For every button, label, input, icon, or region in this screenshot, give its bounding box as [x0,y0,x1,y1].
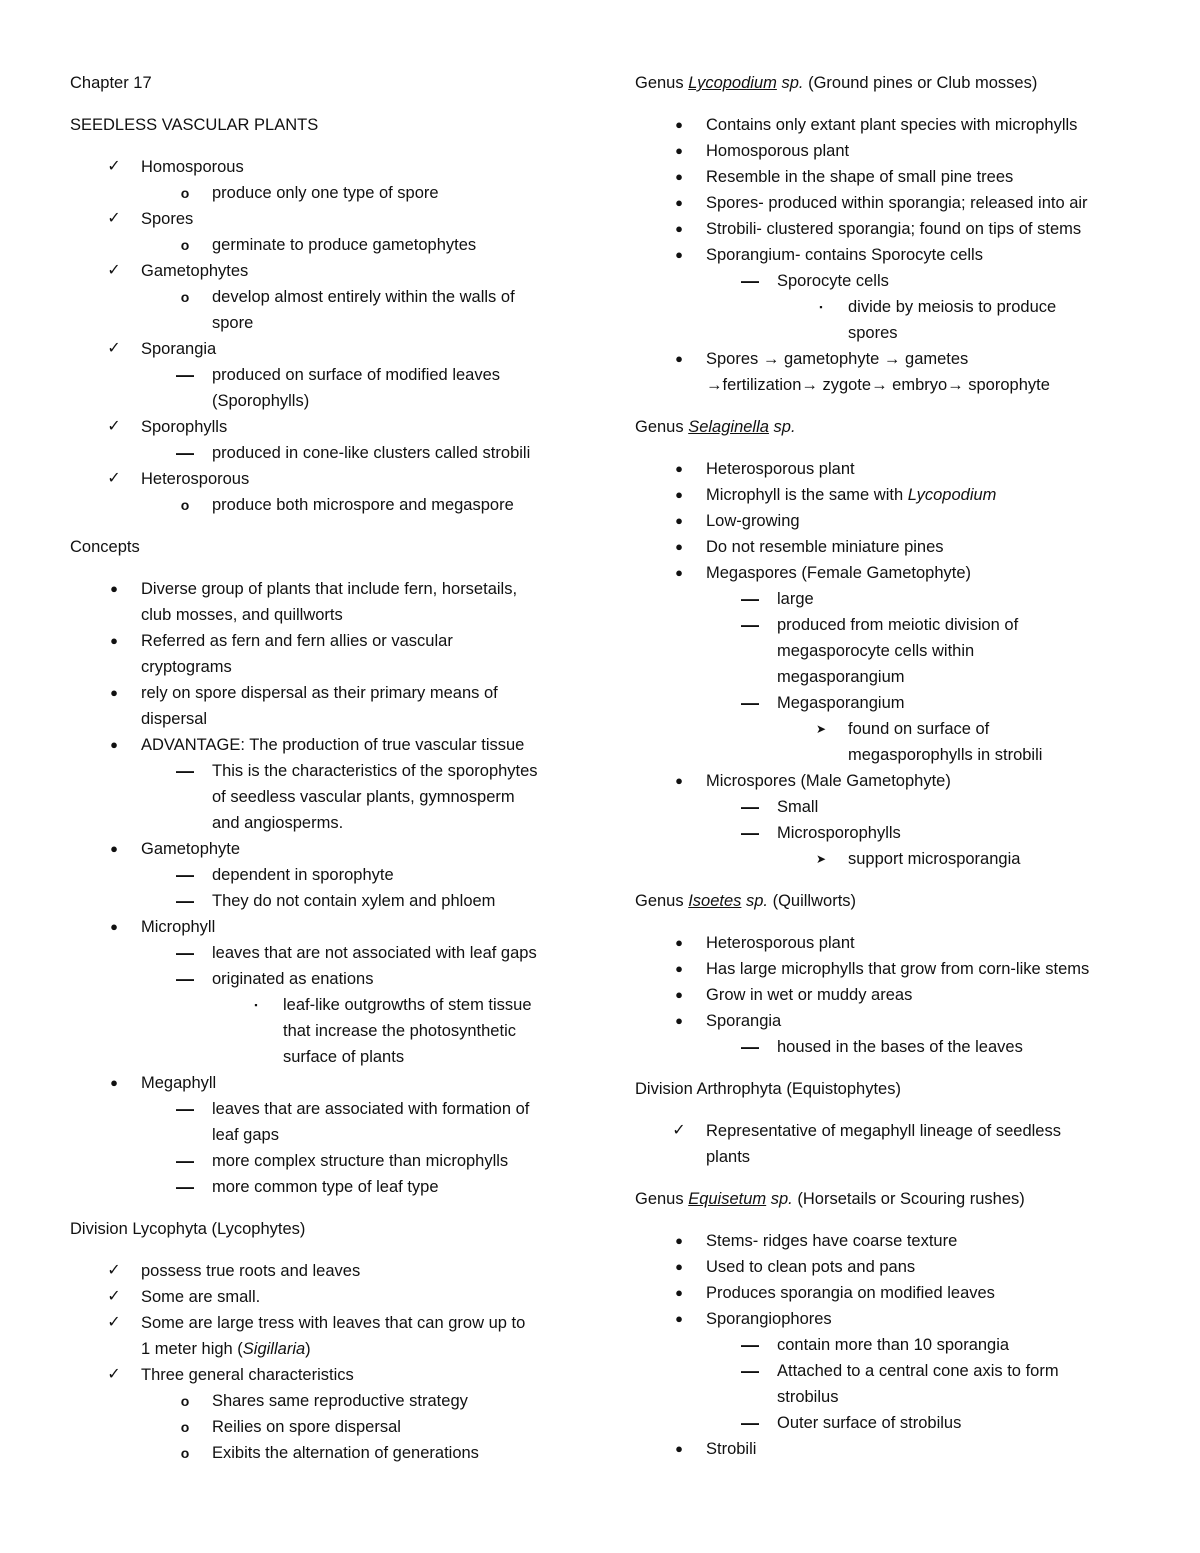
text-segment: Three general characteristics [141,1366,354,1384]
bullet-icon: ● [675,117,683,132]
text-segment: sp. [776,74,804,92]
bullet-icon: ● [110,1075,118,1090]
text-segment: Strobili- clustered sporangia; found on tips of stems [706,220,1082,238]
bullet-icon: ● [675,169,683,184]
dash-bullet-icon: — [176,443,194,463]
text-segment: (Ground pines or Club mosses) [803,74,1038,92]
bullet-icon: ● [675,1441,683,1456]
text-segment: spores [848,324,898,342]
list-item [635,164,1175,190]
text-segment: cryptograms [141,658,232,676]
text-segment: Used to clean pots and pans [706,1258,916,1276]
circle-bullet-icon: o [180,1419,190,1435]
text-segment: (Quillworts) [768,892,857,910]
text-segment: germinate to produce gametophytes [212,236,477,254]
text-segment: dependent in sporophyte [212,866,394,884]
heading-line [635,70,1175,96]
heading-line [635,1076,1175,1102]
text-segment: Genus [635,418,689,436]
bullet-icon: ● [110,633,118,648]
text-segment: Some are large tress with leaves that can grow up to [141,1314,526,1332]
square-bullet-icon: ▪ [254,1000,258,1010]
dash-bullet-icon: — [741,589,759,609]
bullet-icon: ● [675,961,683,976]
bullet-icon: ● [675,1311,683,1326]
list-item [635,372,1175,398]
list-item [70,1044,570,1070]
list-item [70,362,570,388]
text-segment: megasporangium [777,668,905,686]
list-item [635,1254,1175,1280]
bullet-icon: ● [675,351,683,366]
text-segment: Shares same reproductive strategy [212,1392,468,1410]
text-segment: plants [706,1148,751,1166]
list-item [70,654,570,680]
list-item [635,820,1175,846]
text-segment: Genus [635,892,689,910]
list-item [70,1122,570,1148]
text-segment: found on surface of [848,720,990,738]
bullet-icon: ● [675,247,683,262]
text-segment: →fertilization→ zygote→ embryo→ sporophyte [706,376,1050,394]
text-segment: sp. [741,892,769,910]
list-item [635,982,1175,1008]
text-segment: and angiosperms. [212,814,344,832]
text-segment: Megaspores (Female Gametophyte) [706,564,972,582]
bullet-icon: ● [675,935,683,950]
checkmark-icon: ✓ [107,1314,121,1331]
list-item [635,586,1175,612]
text-segment: originated as enations [212,970,374,988]
heading-line [70,534,570,560]
circle-bullet-icon: o [180,1445,190,1461]
text-segment: Division Arthrophyta (Equistophytes) [635,1080,901,1098]
list-item [635,216,1175,242]
dash-bullet-icon: — [176,865,194,885]
list-item [635,1332,1175,1358]
list-item [635,190,1175,216]
text-segment: SEEDLESS VASCULAR PLANTS [70,116,319,134]
list-item [635,664,1175,690]
list-item [70,154,570,180]
text-segment: Low-growing [706,512,800,530]
list-item [635,716,1175,742]
list-item [70,758,570,784]
bullet-icon: ● [675,513,683,528]
text-segment: spore [212,314,254,332]
left-column [70,70,570,1466]
text-segment: megasporocyte cells within [777,642,975,660]
text-segment: divide by meiosis to produce [848,298,1057,316]
text-segment: They do not contain xylem and phloem [212,892,496,910]
list-item [635,456,1175,482]
list-item [70,1388,570,1414]
checkmark-icon: ✓ [107,1288,121,1305]
dash-bullet-icon: — [741,1335,759,1355]
list-item [70,1096,570,1122]
right-column [635,70,1175,1462]
heading-line [70,70,570,96]
bullet-icon: ● [675,539,683,554]
text-segment: Megaphyll [141,1074,217,1092]
text-segment: housed in the bases of the leaves [777,1038,1023,1056]
text-segment: leaves that are associated with formation of [212,1100,530,1118]
text-segment: that increase the photosynthetic [283,1022,516,1040]
list-item [70,966,570,992]
list-item [70,1336,570,1362]
heading-line [70,1216,570,1242]
text-segment: Homosporous [141,158,244,176]
text-segment: Division Lycophyta (Lycophytes) [70,1220,306,1238]
circle-bullet-icon: o [180,497,190,513]
list-item [70,1174,570,1200]
list-item [70,1284,570,1310]
text-segment: leaf-like outgrowths of stem tissue [283,996,532,1014]
dash-bullet-icon: — [741,693,759,713]
text-segment: Sporangia [706,1012,782,1030]
text-segment: produced on surface of modified leaves [212,366,501,384]
text-segment: megasporophylls in strobili [848,746,1043,764]
bullet-icon: ● [110,919,118,934]
list-item [635,930,1175,956]
text-segment: Resemble in the shape of small pine trees [706,168,1014,186]
text-segment: rely on spore dispersal as their primary means of [141,684,498,702]
list-item [635,294,1175,320]
dash-bullet-icon: — [741,823,759,843]
bullet-icon: ● [110,737,118,752]
list-item [70,706,570,732]
list-item [70,1310,570,1336]
text-segment: Genus [635,74,689,92]
text-segment: Stems- ridges have coarse texture [706,1232,958,1250]
text-segment: Lycopodium [907,486,997,504]
list-item [635,1118,1175,1144]
text-segment: Microphyll [141,918,216,936]
text-segment: Sporangium- contains Sporocyte cells [706,246,983,264]
text-segment: ) [305,1340,311,1358]
text-segment: Gametophytes [141,262,249,280]
text-segment: Attached to a central cone axis to form [777,1362,1059,1380]
checkmark-icon: ✓ [107,340,121,357]
text-segment: sp. [766,1190,793,1208]
text-segment: sp. [768,418,796,436]
list-item [70,284,570,310]
arrow-bullet-icon: ➤ [815,852,827,866]
heading-line [635,888,1175,914]
bullet-icon: ● [675,565,683,580]
dash-bullet-icon: — [176,1099,194,1119]
bullet-icon: ● [675,461,683,476]
list-item [70,732,570,758]
list-item [70,310,570,336]
bullet-icon: ● [110,581,118,596]
list-item [635,846,1175,872]
bullet-icon: ● [675,195,683,210]
dash-bullet-icon: — [741,615,759,635]
list-item [70,258,570,284]
text-segment: produced in cone-like clusters called strobili [212,444,531,462]
text-segment: Strobili [706,1440,757,1458]
list-item [635,1306,1175,1332]
list-item [70,1018,570,1044]
list-item [70,1148,570,1174]
list-item [70,1362,570,1388]
text-segment: Microsporophylls [777,824,901,842]
bullet-icon: ● [675,1285,683,1300]
text-segment: Contains only extant plant species with microphylls [706,116,1078,134]
list-item [70,810,570,836]
text-segment: more common type of leaf type [212,1178,439,1196]
list-item [635,1436,1175,1462]
text-segment: Sporophylls [141,418,228,436]
text-segment: surface of plants [283,1048,405,1066]
list-item [635,268,1175,294]
list-item [635,1228,1175,1254]
text-segment: Referred as fern and fern allies or vascular [141,632,453,650]
dash-bullet-icon: — [176,1177,194,1197]
text-segment: Homosporous plant [706,142,850,160]
list-item [635,112,1175,138]
text-segment: Heterosporous [141,470,250,488]
dash-bullet-icon: — [176,761,194,781]
checkmark-icon: ✓ [107,418,121,435]
list-item [635,242,1175,268]
dash-bullet-icon: — [741,797,759,817]
dash-bullet-icon: — [176,1151,194,1171]
list-item [70,914,570,940]
text-segment: produce only one type of spore [212,184,439,202]
list-item [635,742,1175,768]
square-bullet-icon: ▪ [819,302,823,312]
list-item [70,180,570,206]
text-segment: club mosses, and quillworts [141,606,343,624]
list-item [635,1358,1175,1384]
list-item [70,492,570,518]
list-item [635,320,1175,346]
list-item [635,690,1175,716]
list-item [70,336,570,362]
bullet-icon: ● [675,487,683,502]
list-item [635,1034,1175,1060]
text-segment: Sporangia [141,340,217,358]
text-segment: Small [777,798,819,816]
list-item [635,638,1175,664]
list-item [635,138,1175,164]
list-item [70,232,570,258]
text-segment: Lycopodium [688,74,777,92]
text-segment: Has large microphylls that grow from corn-like stems [706,960,1090,978]
text-segment: Heterosporous plant [706,460,855,478]
list-item [70,940,570,966]
text-segment: Sporocyte cells [777,272,889,290]
text-segment: (Horsetails or Scouring rushes) [792,1190,1025,1208]
text-segment: more complex structure than microphylls [212,1152,509,1170]
text-segment: Some are small. [141,1288,261,1306]
text-segment: ADVANTAGE: The production of true vascular tissue [141,736,525,754]
text-segment: Chapter 17 [70,74,152,92]
text-segment: Heterosporous plant [706,934,855,952]
text-segment: Diverse group of plants that include fern, horsetails, [141,580,518,598]
list-item [70,784,570,810]
text-segment: leaves that are not associated with leaf gaps [212,944,537,962]
text-segment: Isoetes [688,892,742,910]
checkmark-icon: ✓ [107,262,121,279]
list-item [70,388,570,414]
list-item [635,1008,1175,1034]
list-item [635,1144,1175,1170]
text-segment: Grow in wet or muddy areas [706,986,913,1004]
text-segment: produced from meiotic division of [777,616,1019,634]
dash-bullet-icon: — [741,1037,759,1057]
dash-bullet-icon: — [741,1361,759,1381]
list-item [70,206,570,232]
list-item [635,1384,1175,1410]
circle-bullet-icon: o [180,237,190,253]
checkmark-icon: ✓ [107,158,121,175]
list-item [70,1070,570,1096]
checkmark-icon: ✓ [107,1366,121,1383]
text-segment: Microphyll is the same with [706,486,908,504]
text-segment: Reilies on spore dispersal [212,1418,401,1436]
text-segment: Sporangiophores [706,1310,832,1328]
text-segment: produce both microspore and megaspore [212,496,514,514]
text-segment: (Sporophylls) [212,392,310,410]
list-item [70,1258,570,1284]
text-segment: Spores- produced within sporangia; released into air [706,194,1088,212]
dash-bullet-icon: — [176,365,194,385]
arrow-bullet-icon: ➤ [815,722,827,736]
circle-bullet-icon: o [180,289,190,305]
bullet-icon: ● [675,987,683,1002]
text-segment: Microspores (Male Gametophyte) [706,772,951,790]
text-segment: contain more than 10 sporangia [777,1336,1010,1354]
list-item [635,612,1175,638]
bullet-icon: ● [675,1013,683,1028]
list-item [635,482,1175,508]
text-segment: of seedless vascular plants, gymnosperm [212,788,515,806]
list-item [635,956,1175,982]
list-item [70,440,570,466]
circle-bullet-icon: o [180,1393,190,1409]
list-item [635,1410,1175,1436]
list-item [635,1280,1175,1306]
list-item [70,628,570,654]
text-segment: Equisetum [688,1190,767,1208]
bullet-icon: ● [675,1233,683,1248]
text-segment: Exibits the alternation of generations [212,1444,479,1462]
bullet-icon: ● [110,841,118,856]
circle-bullet-icon: o [180,185,190,201]
list-item [70,466,570,492]
checkmark-icon: ✓ [107,470,121,487]
text-segment: Concepts [70,538,140,556]
text-segment: large [777,590,814,608]
list-item [70,1414,570,1440]
dash-bullet-icon: — [176,943,194,963]
text-segment: Spores → gametophyte → gametes [706,350,969,368]
heading-line [70,112,570,138]
list-item [70,680,570,706]
text-segment: leaf gaps [212,1126,279,1144]
text-segment: Representative of megaphyll lineage of seedless [706,1122,1061,1140]
checkmark-icon: ✓ [107,210,121,227]
list-item [70,602,570,628]
dash-bullet-icon: — [176,969,194,989]
list-item [70,862,570,888]
text-segment: This is the characteristics of the sporophytes [212,762,538,780]
list-item [70,836,570,862]
text-segment: Produces sporangia on modified leaves [706,1284,995,1302]
list-item [70,992,570,1018]
list-item [635,534,1175,560]
dash-bullet-icon: — [741,1413,759,1433]
text-segment: develop almost entirely within the walls of [212,288,515,306]
bullet-icon: ● [110,685,118,700]
heading-line [635,414,1175,440]
list-item [70,888,570,914]
text-segment: Gametophyte [141,840,241,858]
checkmark-icon: ✓ [672,1122,686,1139]
text-segment: strobilus [777,1388,839,1406]
list-item [635,768,1175,794]
text-segment: Spores [141,210,194,228]
text-segment: Genus [635,1190,689,1208]
bullet-icon: ● [675,773,683,788]
list-item [635,508,1175,534]
text-segment: 1 meter high ( [141,1340,243,1358]
list-item [635,794,1175,820]
dash-bullet-icon: — [741,271,759,291]
list-item [70,576,570,602]
text-segment: Megasporangium [777,694,905,712]
heading-line [635,1186,1175,1212]
text-segment: dispersal [141,710,208,728]
list-item [635,560,1175,586]
bullet-icon: ● [675,221,683,236]
text-segment: Do not resemble miniature pines [706,538,944,556]
text-segment: support microsporangia [848,850,1021,868]
text-segment: possess true roots and leaves [141,1262,361,1280]
bullet-icon: ● [675,143,683,158]
checkmark-icon: ✓ [107,1262,121,1279]
list-item [70,414,570,440]
bullet-icon: ● [675,1259,683,1274]
list-item [635,346,1175,372]
text-segment: Selaginella [688,418,769,436]
text-segment: Outer surface of strobilus [777,1414,962,1432]
dash-bullet-icon: — [176,891,194,911]
list-item [70,1440,570,1466]
text-segment: Sigillaria [242,1340,306,1358]
